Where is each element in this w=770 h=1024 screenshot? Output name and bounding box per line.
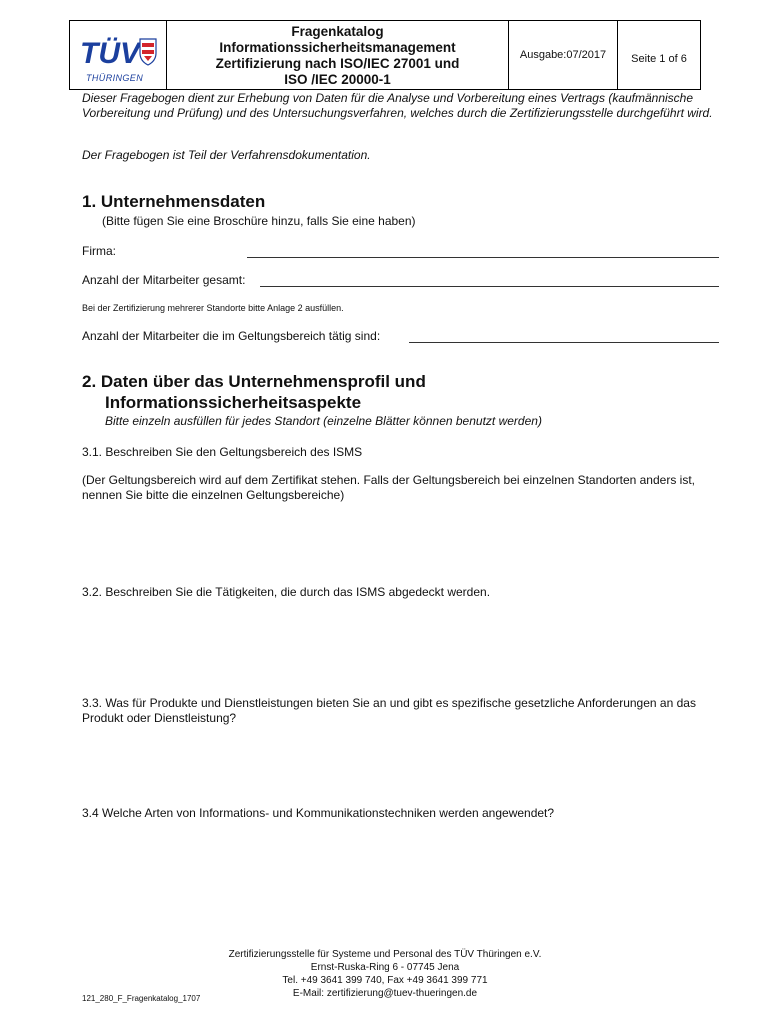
tuev-logo: [78, 35, 160, 83]
document-id: 121_280_F_Fragenkatalog_1707: [82, 994, 201, 1003]
footer-line-2: Ernst-Ruska-Ring 6 - 07745 Jena: [310, 962, 460, 973]
multi-site-note: Bei der Zertifizierung mehrerer Standorte bitte Anlage 2 ausfüllen.: [82, 303, 344, 313]
title-line-1: Fragenkatalog: [291, 24, 384, 39]
section2-heading-line2: Informationssicherheitsaspekte: [105, 393, 362, 412]
header-table: [69, 20, 701, 90]
firma-field[interactable]: [247, 257, 719, 258]
logo-main-text: TÜV: [80, 37, 140, 70]
edition-cell: [509, 21, 618, 89]
employees-label: Anzahl der Mitarbeiter gesamt:: [82, 273, 246, 287]
question-3-1: 3.1. Beschreiben Sie den Geltungsbereich des ISMS: [82, 445, 363, 459]
page-number: Seite 1 of 6: [631, 53, 687, 65]
question-3-1-note: (Der Geltungsbereich wird auf dem Zertifikat stehen. Falls der Geltungsbereich bei einzelnen Standorten anders ist, nennen Sie bitte die einzelnen Geltungsbereiche): [82, 473, 695, 502]
scope-employees-label: Anzahl der Mitarbeiter die im Geltungsbereich tätig sind:: [82, 329, 381, 343]
footer: [0, 948, 770, 1000]
footer-line-1: Zertifizierungsstelle für Systeme und Personal des TÜV Thüringen e.V.: [228, 949, 542, 960]
section2-hint: Bitte einzeln ausfüllen für jedes Standort (einzelne Blätter können benutzt werden): [105, 414, 542, 428]
title-line-2: Informationssicherheitsmanagement: [219, 40, 456, 55]
section1-hint: (Bitte fügen Sie eine Broschüre hinzu, falls Sie eine haben): [102, 214, 416, 228]
page-cell: [618, 21, 700, 89]
question-3-4: 3.4 Welche Arten von Informations- und Kommunikationstechniken werden angewendet?: [82, 806, 555, 820]
question-3-3: 3.3. Was für Produkte und Dienstleistungen bieten Sie an und gibt es spezifische gesetzliche Anforderungen an das Produkt oder Dienstleistung?: [82, 696, 696, 725]
title-cell: [167, 21, 509, 89]
edition-text: Ausgabe:07/2017: [519, 49, 607, 61]
tuev-logo-icon: [78, 35, 160, 75]
logo-sub-text: THÜRINGEN: [86, 73, 144, 83]
title-line-4: ISO /IEC 20000-1: [284, 72, 391, 87]
scope-employees-field[interactable]: [409, 342, 719, 343]
employees-field[interactable]: [260, 286, 719, 287]
title-line-3: Zertifizierung nach ISO/IEC 27001 und: [215, 56, 460, 71]
footer-line-3: Tel. +49 3641 399 740, Fax +49 3641 399 771: [282, 975, 488, 986]
intro-note: Der Fragebogen ist Teil der Verfahrensdokumentation.: [82, 148, 371, 162]
intro-paragraph: Dieser Fragebogen dient zur Erhebung von Daten für die Analyse und Vorbereitung eines Vertrags (kaufmännische Vorbereitung und Prüfung) und des Untersuchungsverfahren, welches durch die Zertifizierungsstelle durchgeführt wird.: [82, 91, 713, 120]
firma-label: Firma:: [82, 244, 116, 258]
footer-line-4: E-Mail: zertifizierung@tuev-thueringen.de: [292, 988, 478, 999]
logo-cell: [70, 21, 167, 89]
section2-heading-line1: 2. Daten über das Unternehmensprofil und: [82, 372, 426, 391]
lion-shield-icon: [140, 39, 156, 65]
question-3-2: 3.2. Beschreiben Sie die Tätigkeiten, die durch das ISMS abgedeckt werden.: [82, 585, 491, 599]
section1-heading: 1. Unternehmensdaten: [82, 192, 266, 211]
